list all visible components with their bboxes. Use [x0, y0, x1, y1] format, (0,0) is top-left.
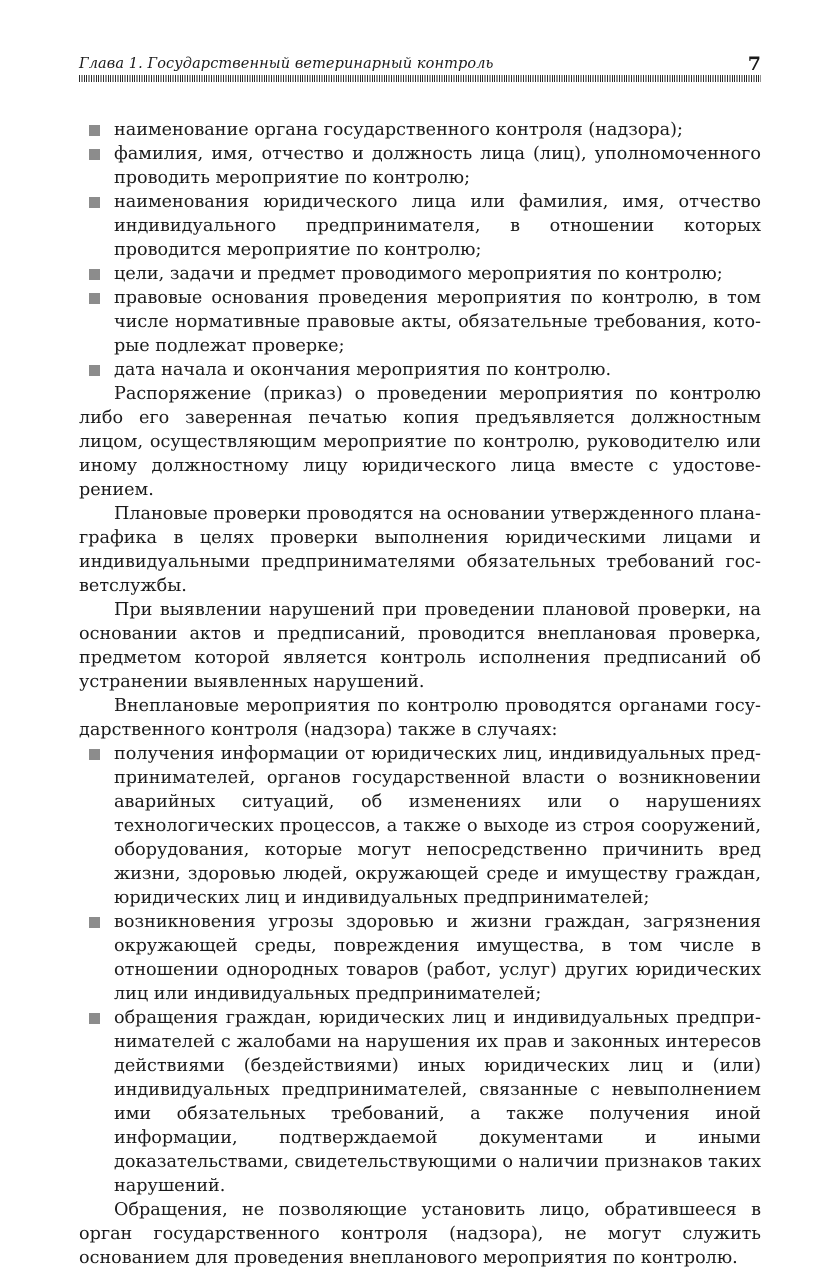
- list-item: возникновения угрозы здоровью и жизни граждан, загрязнения окружающей среды, повреждения имущества, в том числе в отношении однородных товаров (работ, услуг) других юридических лиц или индивидуальных предпринимателей;: [79, 910, 761, 1006]
- paragraph: Обращения, не позволяющие установить лицо, обратившееся в орган государственного контроля (надзора), не могут служить основанием для проведения внепланового мероприятия по контролю.: [79, 1200, 761, 1268]
- list-item: обращения граждан, юридических лиц и индивидуальных предпринимателей с жалобами на нарушения их прав и законных интересов действиями (бездействиями) иных юридических лиц и (или) индивидуальных предпринимателей, связанные с невыполнением ими обязательных требований, а также получения иной информации, подтверждаемой документами и иными доказательствами, свидетельствующими о наличии признаков таких нарушений.: [79, 1006, 761, 1198]
- list-item: дата начала и окончания мероприятия по контролю.: [79, 358, 761, 382]
- paragraph: При выявлении нарушений при проведении плановой проверки, на основании актов и предписаний, проводится внеплановая проверка, предметом которой является контроль исполнения предписаний об устранении выявленных нарушений.: [79, 600, 761, 692]
- list-item: наименование органа государственного контроля (надзора);: [79, 118, 761, 142]
- square-bullet-icon: [89, 1013, 100, 1024]
- bullet-list-order-details: [79, 118, 761, 382]
- square-bullet-icon: [89, 917, 100, 928]
- bullet-list-unscheduled-cases: [79, 742, 761, 1198]
- page-number: 7: [747, 53, 761, 75]
- list-item: правовые основания проведения мероприятия по контролю, в том числе нормативные правовые акты, обязательные требования, которые подлежат проверке;: [79, 286, 761, 358]
- page-header: [79, 54, 761, 84]
- list-item: получения информации от юридических лиц, индивидуальных предпринимателей, органов государственной власти о возникновении аварийных ситуаций, об изменениях или о нарушениях технологических процессов, а также о выходе из строя сооружений, оборудования, которые могут непосредственно причинить вред жизни, здоровью людей, окружающей среде и имуществу граждан, юридических лиц и индивидуальных предпринимателей;: [79, 742, 761, 910]
- body-text: [79, 118, 761, 1270]
- list-item: наименования юридического лица или фамилия, имя, отчество индивидуального предпринимателя, в отношении которых проводится мероприятие по контролю;: [79, 190, 761, 262]
- square-bullet-icon: [89, 365, 100, 376]
- header-rule: [79, 75, 761, 82]
- square-bullet-icon: [89, 149, 100, 160]
- paragraph: Распоряжение (приказ) о проведении мероприятия по контролю либо его заверенная печатью копия предъявляется должностным лицом, осуществляющим мероприятие по контролю, руководителю или иному должностному лицу юридического лица вместе с удостоверением.: [79, 384, 761, 500]
- running-head: Глава 1. Государственный ветеринарный контроль: [79, 56, 494, 72]
- paragraph: Внеплановые мероприятия по контролю проводятся органами государственного контроля (надзора) также в случаях:: [79, 696, 761, 740]
- list-item: цели, задачи и предмет проводимого мероприятия по контролю;: [79, 262, 761, 286]
- square-bullet-icon: [89, 125, 100, 136]
- square-bullet-icon: [89, 293, 100, 304]
- square-bullet-icon: [89, 269, 100, 280]
- paragraph: Плановые проверки проводятся на основании утвержденного плана-графика в целях проверки выполнения юридическими лицами и индивидуальными предпринимателями обязательных требований госветслужбы.: [79, 504, 761, 596]
- square-bullet-icon: [89, 749, 100, 760]
- list-item: фамилия, имя, отчество и должность лица (лиц), уполномоченного проводить мероприятие по контролю;: [79, 142, 761, 190]
- square-bullet-icon: [89, 197, 100, 208]
